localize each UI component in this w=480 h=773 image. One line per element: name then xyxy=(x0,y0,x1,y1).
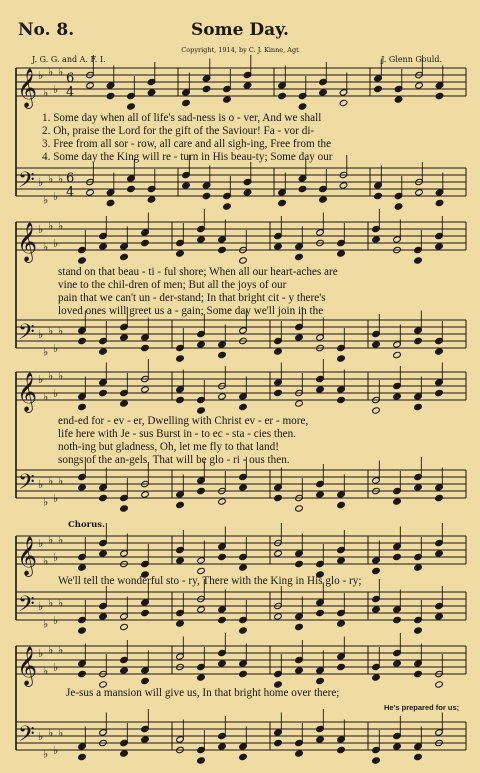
flat-icon: ♭ xyxy=(43,390,49,404)
note-head xyxy=(127,103,136,110)
note-head xyxy=(197,341,206,348)
note-head xyxy=(337,250,346,257)
note-head xyxy=(120,505,129,512)
flat-icon: ♭ xyxy=(53,492,59,505)
note-head xyxy=(218,393,227,400)
note-head xyxy=(202,192,211,199)
bass-clef-icon: 𝄢 xyxy=(18,168,35,198)
note-head xyxy=(218,246,227,253)
lyric-line: We'll tell the wonderful sto - ry, There with the King in His glo - ry; xyxy=(58,575,362,587)
note-head xyxy=(86,189,95,196)
note-head xyxy=(239,753,248,760)
note-head xyxy=(78,753,87,760)
flat-icon: ♭ xyxy=(58,726,64,740)
flat-icon: ♭ xyxy=(38,69,44,82)
flat-icon: ♭ xyxy=(48,474,54,488)
note-head xyxy=(147,196,156,203)
flat-icon: ♭ xyxy=(48,726,54,740)
note-head xyxy=(414,484,423,491)
lyric-line: songs of the an-gels, That will be glo - ri - ous then. xyxy=(58,454,290,466)
note-head xyxy=(298,185,307,192)
flat-icon: ♭ xyxy=(38,176,44,189)
note-head xyxy=(393,393,402,400)
flat-icon: ♭ xyxy=(58,474,64,488)
note-head xyxy=(316,609,325,616)
note-head xyxy=(372,757,381,764)
flat-icon: ♭ xyxy=(58,324,64,338)
note-head xyxy=(415,82,424,89)
note-head xyxy=(393,498,402,505)
flat-icon: ♭ xyxy=(58,219,64,233)
note-head xyxy=(295,667,304,674)
flat-icon: ♭ xyxy=(53,190,59,203)
note-head xyxy=(274,739,283,746)
note-head xyxy=(435,348,444,355)
note-head xyxy=(435,550,444,557)
note-head xyxy=(316,736,325,743)
note-head xyxy=(435,681,444,688)
note-head xyxy=(393,553,402,560)
note-head xyxy=(372,674,381,681)
note-head xyxy=(218,498,227,505)
note-head xyxy=(274,494,283,501)
note-head xyxy=(435,199,444,206)
flat-icon: ♭ xyxy=(43,86,49,100)
note-head xyxy=(239,670,248,677)
note-head xyxy=(435,613,444,620)
note-head xyxy=(435,494,444,501)
note-head xyxy=(176,501,185,508)
note-head xyxy=(243,189,252,196)
copyright-notice: Copyright, 1914, by C. J. Kinne, Agt xyxy=(181,46,299,54)
note-head xyxy=(78,627,87,634)
treble-clef-icon: 𝄞 xyxy=(17,536,38,576)
time-sig-bottom: 4 xyxy=(66,185,75,200)
note-head xyxy=(223,203,232,210)
note-head xyxy=(99,348,108,355)
note-head xyxy=(414,337,423,344)
note-head xyxy=(435,92,444,99)
flat-icon: ♭ xyxy=(38,373,44,386)
note-head xyxy=(274,613,283,620)
note-head xyxy=(374,192,383,199)
note-head xyxy=(394,203,403,210)
note-head xyxy=(337,663,346,670)
note-head xyxy=(141,239,150,246)
note-head xyxy=(414,670,423,677)
note-head xyxy=(372,567,381,574)
note-head xyxy=(372,606,381,613)
lyric-line: 2. Oh, praise the Lord for the gift of the Saviour! Fa - vor di- xyxy=(42,125,315,137)
note-head xyxy=(393,351,402,358)
note-head xyxy=(182,99,191,106)
note-head xyxy=(106,199,115,206)
note-head xyxy=(197,674,206,681)
bass-clef-icon: 𝄢 xyxy=(18,470,35,500)
note-head xyxy=(394,96,403,103)
note-head xyxy=(218,351,227,358)
note-head xyxy=(316,386,325,393)
flat-icon: ♭ xyxy=(58,596,64,610)
note-head xyxy=(414,403,423,410)
note-head xyxy=(147,89,156,96)
note-head xyxy=(218,616,227,623)
flat-icon: ♭ xyxy=(53,342,59,355)
note-head xyxy=(120,253,129,260)
note-head xyxy=(337,620,346,627)
note-head xyxy=(176,557,185,564)
note-head xyxy=(78,564,87,571)
note-head xyxy=(141,386,150,393)
note-head xyxy=(337,501,346,508)
note-head xyxy=(78,257,87,264)
flat-icon: ♭ xyxy=(48,219,54,233)
note-head xyxy=(120,667,129,674)
lyric-line: vine to the chil-dren of men; But all the joys of our xyxy=(58,279,287,291)
flat-icon: ♭ xyxy=(38,730,44,743)
hymn-number: No. 8. xyxy=(18,20,75,40)
flat-icon: ♭ xyxy=(48,533,54,547)
note-head xyxy=(393,660,402,667)
chorus-label: Chorus. xyxy=(68,520,106,530)
note-head xyxy=(374,85,383,92)
flat-icon: ♭ xyxy=(53,614,59,627)
note-head xyxy=(218,743,227,750)
bass-clef-icon: 𝄢 xyxy=(18,592,35,622)
note-head xyxy=(316,491,325,498)
note-head xyxy=(120,750,129,757)
note-head xyxy=(295,750,304,757)
flat-icon: ♭ xyxy=(48,369,54,383)
flat-icon: ♭ xyxy=(58,533,64,547)
note-head xyxy=(337,396,346,403)
flat-icon: ♭ xyxy=(43,495,49,509)
note-head xyxy=(414,257,423,264)
flat-icon: ♭ xyxy=(53,661,59,674)
note-head xyxy=(278,199,287,206)
note-head xyxy=(295,253,304,260)
note-head xyxy=(197,236,206,243)
note-head xyxy=(141,609,150,616)
note-head xyxy=(337,557,346,564)
note-head xyxy=(78,337,87,344)
note-head xyxy=(243,82,252,89)
note-head xyxy=(393,743,402,750)
flat-icon: ♭ xyxy=(43,240,49,254)
note-head xyxy=(316,677,325,684)
flat-icon: ♭ xyxy=(48,596,54,610)
flat-icon: ♭ xyxy=(38,223,44,236)
note-head xyxy=(141,491,150,498)
note-head xyxy=(141,677,150,684)
lyric-line: life here with Je - sus Burst in - to ec - sta - cies then. xyxy=(58,428,296,440)
note-head xyxy=(414,627,423,634)
note-head xyxy=(106,92,115,99)
note-head xyxy=(182,182,191,189)
flat-icon: ♭ xyxy=(43,345,49,359)
flat-icon: ♭ xyxy=(58,643,64,657)
note-head xyxy=(78,484,87,491)
flat-icon: ♭ xyxy=(43,193,49,207)
note-head xyxy=(239,564,248,571)
note-head xyxy=(372,236,381,243)
note-head xyxy=(120,334,129,341)
note-head xyxy=(295,623,304,630)
note-head xyxy=(86,82,95,89)
note-head xyxy=(223,96,232,103)
note-head xyxy=(239,403,248,410)
flat-icon: ♭ xyxy=(38,600,44,613)
flat-icon: ♭ xyxy=(43,747,49,761)
note-head xyxy=(278,92,287,99)
note-head xyxy=(298,103,307,110)
flat-icon: ♭ xyxy=(58,172,64,186)
note-head xyxy=(197,407,206,414)
flat-icon: ♭ xyxy=(38,647,44,660)
note-head xyxy=(141,736,150,743)
flat-icon: ♭ xyxy=(38,478,44,491)
note-head xyxy=(414,564,423,571)
note-head xyxy=(202,85,211,92)
lyric-line: stand on that beau - ti - ful shore; When all our heart-aches are xyxy=(58,266,338,278)
note-head xyxy=(435,389,444,396)
note-head xyxy=(339,99,348,106)
note-head xyxy=(176,620,185,627)
note-head xyxy=(435,243,444,250)
note-head xyxy=(295,400,304,407)
bass-clef-icon: 𝄢 xyxy=(18,722,35,752)
note-head xyxy=(274,550,283,557)
lyric-line: 3. Free from all sor - row, all care and all sigh-ing, Free from the xyxy=(42,138,332,150)
hymn-title: Some Day. xyxy=(191,20,289,40)
note-head xyxy=(197,567,206,574)
note-head xyxy=(415,189,424,196)
note-head xyxy=(218,660,227,667)
note-head xyxy=(372,341,381,348)
bass-clef-icon: 𝄢 xyxy=(18,320,35,350)
note-head xyxy=(372,407,381,414)
note-head xyxy=(141,344,150,351)
flat-icon: ♭ xyxy=(48,324,54,338)
note-head xyxy=(218,553,227,560)
lyric-line: pain that we can't un - der-stand; In that bright cit - y there's xyxy=(58,292,326,304)
note-head xyxy=(239,257,248,264)
note-head xyxy=(197,487,206,494)
flat-icon: ♭ xyxy=(43,617,49,631)
note-head xyxy=(274,243,283,250)
flat-icon: ♭ xyxy=(53,551,59,564)
words-by: J. G. G. and A. F. I. xyxy=(32,55,106,64)
note-head xyxy=(78,670,87,677)
flat-icon: ♭ xyxy=(48,643,54,657)
note-head xyxy=(78,403,87,410)
note-head xyxy=(99,494,108,501)
music-by: J. Glenn Gould. xyxy=(381,55,442,64)
time-sig-top: 6 xyxy=(66,71,75,86)
lyric-line: noth-ing but gladness, Oh, let me fly to that land! xyxy=(58,441,279,453)
note-head xyxy=(197,606,206,613)
lyric-line: Je-sus a mansion will give us, In that bright home over there; xyxy=(66,687,340,699)
note-head xyxy=(99,389,108,396)
treble-clef-icon: 𝄞 xyxy=(17,68,38,108)
flat-icon: ♭ xyxy=(53,744,59,757)
note-head xyxy=(337,746,346,753)
note-head xyxy=(127,185,136,192)
lyric-line: 4. Some day the King will re - turn in His beau-ty; Some day our xyxy=(42,151,333,163)
note-head xyxy=(274,348,283,355)
note-head xyxy=(274,389,283,396)
cue-text: He's prepared for us; xyxy=(384,703,460,712)
note-head xyxy=(319,196,328,203)
treble-clef-icon: 𝄞 xyxy=(17,372,38,412)
flat-icon: ♭ xyxy=(38,537,44,550)
note-head xyxy=(99,243,108,250)
flat-icon: ♭ xyxy=(48,172,54,186)
note-head xyxy=(393,616,402,623)
lyric-line: 1. Some day when all of life's sad-ness is o - ver, And we shall xyxy=(42,112,322,124)
flat-icon: ♭ xyxy=(53,237,59,250)
note-head xyxy=(339,182,348,189)
note-head xyxy=(295,334,304,341)
note-head xyxy=(99,613,108,620)
note-head xyxy=(176,250,185,257)
lyric-line: loved ones will greet us a - gain; Some day we'll join in the xyxy=(58,305,324,317)
note-head xyxy=(176,396,185,403)
flat-icon: ♭ xyxy=(43,664,49,678)
note-head xyxy=(295,560,304,567)
note-head xyxy=(120,400,129,407)
note-head xyxy=(295,505,304,512)
flat-icon: ♭ xyxy=(43,554,49,568)
flat-icon: ♭ xyxy=(53,83,59,96)
note-head xyxy=(176,355,185,362)
note-head xyxy=(120,623,129,630)
note-head xyxy=(239,627,248,634)
flat-icon: ♭ xyxy=(58,65,64,79)
treble-clef-icon: 𝄞 xyxy=(17,646,38,686)
time-sig-top: 6 xyxy=(66,171,75,186)
time-sig-bottom: 4 xyxy=(66,85,75,100)
note-head xyxy=(337,355,346,362)
note-head xyxy=(239,484,248,491)
treble-clef-icon: 𝄞 xyxy=(17,222,38,262)
note-head xyxy=(197,757,206,764)
lyric-line: end-ed for - ev - er, Dwelling with Christ ev - er - more, xyxy=(58,415,309,427)
flat-icon: ♭ xyxy=(53,387,59,400)
note-head xyxy=(414,753,423,760)
flat-icon: ♭ xyxy=(48,65,54,79)
note-head xyxy=(99,550,108,557)
note-head xyxy=(319,89,328,96)
flat-icon: ♭ xyxy=(38,328,44,341)
flat-icon: ♭ xyxy=(58,369,64,383)
